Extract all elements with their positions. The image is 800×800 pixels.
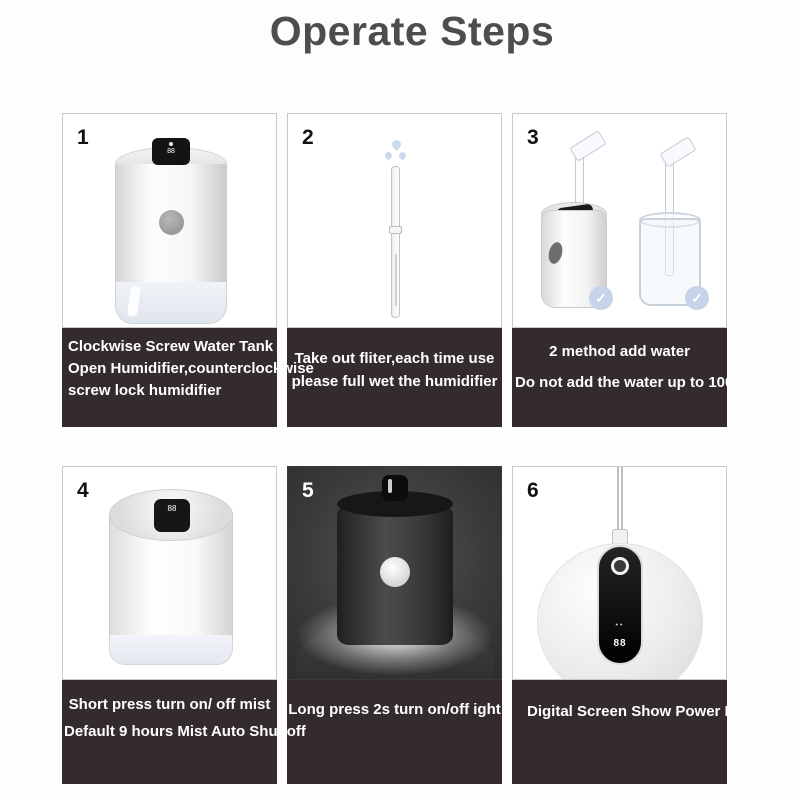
water-droplet-icon [384,151,394,161]
power-button-ring [611,557,629,575]
step-4-image [62,466,277,680]
caption-line: please full wet the humidifier [291,373,498,390]
page-title: Operate Steps [269,8,555,54]
water-droplet-icon [398,151,408,161]
step-5-caption [287,680,502,721]
step-2-caption [287,328,502,393]
step-3-caption [512,328,760,394]
usb-cable [617,467,623,531]
step-panel-2 [287,113,502,427]
step-2-caption-banner [287,328,502,427]
step-number: 4 [77,479,89,502]
display-digits: 88 [167,148,175,155]
step-5-caption-banner [287,680,502,784]
humidifier-display [154,499,190,532]
check-icon: ✓ [589,286,613,310]
step-number: 5 [302,479,314,502]
display-dots: •• [615,622,625,629]
water-pipe-nozzle [659,136,696,168]
display-digits: 88 [167,504,177,513]
step-5-image [287,466,502,680]
step-panel-1 [62,113,314,427]
caption-line: Take out fliter,each time use [294,350,495,367]
step-panel-3 [512,113,760,427]
step-number: 1 [77,126,89,149]
step-4-caption [62,680,306,743]
water-tank [109,635,233,665]
step-1-caption [62,328,314,402]
caption-line: Short press turn on/ off mist [68,696,271,713]
nozzle-highlight [388,479,392,493]
mist-nozzle [382,475,408,501]
step-1-caption-banner [62,328,314,427]
caption-line: Default 9 hours Mist Auto Shut off [64,723,306,740]
step-number: 3 [527,126,539,149]
power-button [159,210,184,235]
filter-stick-joint [389,226,402,234]
caption-line: Open Humidifier,counterclockwise [68,360,314,377]
caption-line: Clockwise Screw Water Tank [68,338,274,355]
caption-line: Do not add the water up to 1000ml [515,374,760,391]
power-button [380,557,410,587]
step-panel-4 [62,466,306,784]
step-panel-5 [287,466,502,784]
check-icon: ✓ [685,286,709,310]
step-4-caption-banner [62,680,306,784]
step-number: 6 [527,479,539,502]
display-led [169,142,173,146]
display-digits: 88 [613,638,627,649]
filter-stick-slot [395,254,397,306]
caption-line: 2 method add water [549,343,690,360]
caption-line: Long press 2s turn on/off ight [288,701,501,718]
step-2-image [287,113,502,328]
step-number: 2 [302,126,314,149]
step-panel-6 [512,466,763,784]
step-3-image [512,113,727,328]
water-pipe-nozzle [569,130,606,162]
step-1-image [62,113,277,328]
caption-line: Digital Screen Show Power Level [527,703,763,720]
step-6-caption [512,680,763,723]
digital-display-module [597,545,643,665]
water-droplet-icon [390,138,403,151]
step-3-caption-banner [512,328,760,427]
humidifier-display [152,138,190,165]
step-6-image [512,466,727,680]
step-6-caption-banner [512,680,763,784]
caption-line: screw lock humidifier [68,382,222,399]
